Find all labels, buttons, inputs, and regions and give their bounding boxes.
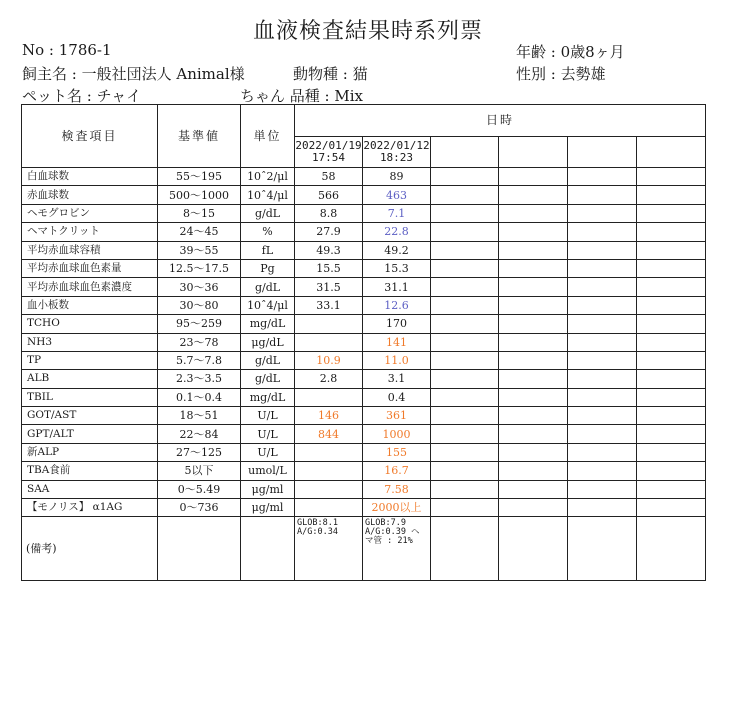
test-name: ヘマトクリット [22,223,158,241]
remarks-date-2: GLOB:7.9 A/G:0.39 ヘマ管 : 21% [363,517,431,581]
value-date-3 [431,296,499,314]
reference-range: 23〜78 [158,333,241,351]
header-item: 検査項目 [22,105,158,168]
reference-range: 55〜195 [158,168,241,186]
test-name: NH3 [22,333,158,351]
reference-range: 18〜51 [158,407,241,425]
remarks-date-6 [637,517,706,581]
table-row [22,204,706,222]
unit: U/L [241,425,295,443]
value-date-3 [431,499,499,517]
value-date-2: 1000 [363,425,431,443]
value-date-4 [499,168,568,186]
remarks-date-3 [431,517,499,581]
value-date-2: 7.58 [363,480,431,498]
value-date-1 [295,499,363,517]
reference-range: 500〜1000 [158,186,241,204]
unit: Pg [241,259,295,277]
value-date-6 [637,351,706,369]
value-date-2: 141 [363,333,431,351]
reference-range: 22〜84 [158,425,241,443]
value-date-4 [499,425,568,443]
unit: 10ˆ4/μl [241,296,295,314]
test-name: 【モノリス】 α1AG [22,499,158,517]
value-date-3 [431,241,499,259]
test-name: TBA食前 [22,462,158,480]
reference-range: 5.7〜7.8 [158,351,241,369]
value-date-5 [568,443,637,461]
table-row [22,499,706,517]
unit: μg/ml [241,480,295,498]
value-date-3 [431,315,499,333]
test-name: ヘモグロビン [22,204,158,222]
value-date-1: 566 [295,186,363,204]
table-row [22,425,706,443]
unit: U/L [241,443,295,461]
table-row [22,370,706,388]
value-date-4 [499,351,568,369]
results-table [21,104,706,581]
value-date-6 [637,370,706,388]
table-row [22,351,706,369]
test-name: TCHO [22,315,158,333]
test-name: TP [22,351,158,369]
table-row [22,407,706,425]
remarks-row [22,517,706,581]
test-name: 新ALP [22,443,158,461]
reference-range: 95〜259 [158,315,241,333]
date-header-6 [637,137,706,168]
value-date-3 [431,443,499,461]
test-name: 白血球数 [22,168,158,186]
value-date-6 [637,296,706,314]
sex: 性別 : 去勢雄 [516,65,606,83]
test-name: GPT/ALT [22,425,158,443]
value-date-5 [568,499,637,517]
value-date-2: 16.7 [363,462,431,480]
value-date-4 [499,186,568,204]
table-row [22,462,706,480]
value-date-1: 27.9 [295,223,363,241]
date-header-1 [295,137,363,168]
value-date-6 [637,186,706,204]
time-label: 17:54 [311,151,346,164]
test-name: ALB [22,370,158,388]
value-date-1: 146 [295,407,363,425]
value-date-1 [295,443,363,461]
owner-name: 飼主名 : 一般社団法人 Animal様 [22,65,245,83]
value-date-3 [431,204,499,222]
value-date-2: 3.1 [363,370,431,388]
value-date-2: 31.1 [363,278,431,296]
value-date-5 [568,315,637,333]
table-row [22,278,706,296]
unit: mg/dL [241,388,295,406]
value-date-6 [637,333,706,351]
value-date-2: 463 [363,186,431,204]
document-title: 血液検査結果時系列票 [252,19,483,44]
value-date-2: 361 [363,407,431,425]
value-date-4 [499,443,568,461]
remarks-unit [241,517,295,581]
value-date-1: 58 [295,168,363,186]
table-row [22,259,706,277]
value-date-3 [431,407,499,425]
value-date-2: 0.4 [363,388,431,406]
value-date-3 [431,259,499,277]
value-date-1 [295,333,363,351]
table-row [22,241,706,259]
value-date-2: 2000以上 [363,499,431,517]
species: 動物種 : 猫 [293,65,368,83]
value-date-6 [637,425,706,443]
remarks-label: (備考) [22,517,158,581]
unit: g/dL [241,278,295,296]
test-name: 血小板数 [22,296,158,314]
value-date-3 [431,223,499,241]
value-date-5 [568,168,637,186]
value-date-1: 2.8 [295,370,363,388]
value-date-2: 7.1 [363,204,431,222]
unit: fL [241,241,295,259]
test-name: 平均赤血球血色素濃度 [22,278,158,296]
value-date-5 [568,259,637,277]
test-name: 赤血球数 [22,186,158,204]
table-row [22,443,706,461]
value-date-2: 170 [363,315,431,333]
value-date-5 [568,223,637,241]
value-date-5 [568,278,637,296]
date-label: 2022/01/12 [363,139,430,152]
value-date-3 [431,333,499,351]
reference-range: 24〜45 [158,223,241,241]
value-date-3 [431,480,499,498]
unit: g/dL [241,204,295,222]
value-date-4 [499,223,568,241]
table-row [22,186,706,204]
value-date-5 [568,370,637,388]
unit: μg/ml [241,499,295,517]
remarks-date-1: GLOB:8.1 A/G:0.34 [295,517,363,581]
date-header-4 [499,137,568,168]
value-date-5 [568,241,637,259]
remarks-date-4 [499,517,568,581]
value-date-4 [499,333,568,351]
value-date-4 [499,462,568,480]
value-date-3 [431,278,499,296]
table-row [22,296,706,314]
test-name: SAA [22,480,158,498]
unit: mg/dL [241,315,295,333]
header-datetime: 日時 [295,105,706,137]
value-date-6 [637,259,706,277]
reference-range: 0〜736 [158,499,241,517]
value-date-3 [431,186,499,204]
value-date-1: 49.3 [295,241,363,259]
table-row [22,223,706,241]
value-date-3 [431,462,499,480]
header-unit: 単位 [241,105,295,168]
value-date-6 [637,315,706,333]
reference-range: 27〜125 [158,443,241,461]
record-number: No : 1786-1 [22,41,112,59]
value-date-6 [637,168,706,186]
table-row [22,480,706,498]
value-date-2: 22.8 [363,223,431,241]
table-row [22,333,706,351]
value-date-6 [637,499,706,517]
reference-range: 8〜15 [158,204,241,222]
value-date-5 [568,351,637,369]
value-date-5 [568,204,637,222]
reference-range: 2.3〜3.5 [158,370,241,388]
header-reference: 基準値 [158,105,241,168]
value-date-2: 89 [363,168,431,186]
unit: % [241,223,295,241]
value-date-4 [499,315,568,333]
value-date-1: 10.9 [295,351,363,369]
value-date-5 [568,462,637,480]
value-date-2: 15.3 [363,259,431,277]
remarks-reference [158,517,241,581]
value-date-3 [431,351,499,369]
value-date-1 [295,462,363,480]
value-date-6 [637,388,706,406]
value-date-5 [568,388,637,406]
value-date-5 [568,296,637,314]
reference-range: 0.1〜0.4 [158,388,241,406]
value-date-4 [499,204,568,222]
value-date-1: 8.8 [295,204,363,222]
reference-range: 5以下 [158,462,241,480]
value-date-2: 49.2 [363,241,431,259]
reference-range: 39〜55 [158,241,241,259]
value-date-4 [499,388,568,406]
pet-name: ペット名 : チャイ [22,87,142,105]
value-date-5 [568,425,637,443]
remarks-date-5 [568,517,637,581]
time-label: 18:23 [379,151,414,164]
value-date-1 [295,315,363,333]
unit: g/dL [241,370,295,388]
date-header-5 [568,137,637,168]
value-date-6 [637,480,706,498]
table-row [22,168,706,186]
value-date-3 [431,370,499,388]
unit: 10ˆ2/μl [241,168,295,186]
date-header-3 [431,137,499,168]
table-row [22,315,706,333]
value-date-3 [431,388,499,406]
value-date-4 [499,499,568,517]
value-date-4 [499,407,568,425]
value-date-6 [637,407,706,425]
unit: g/dL [241,351,295,369]
date-label: 2022/01/19 [295,139,362,152]
value-date-2: 155 [363,443,431,461]
reference-range: 12.5〜17.5 [158,259,241,277]
value-date-2: 11.0 [363,351,431,369]
value-date-4 [499,259,568,277]
reference-range: 30〜80 [158,296,241,314]
age: 年齢 : 0歳8ヶ月 [516,43,625,61]
value-date-4 [499,278,568,296]
value-date-4 [499,480,568,498]
unit: U/L [241,407,295,425]
value-date-1: 844 [295,425,363,443]
value-date-4 [499,296,568,314]
value-date-4 [499,241,568,259]
value-date-5 [568,186,637,204]
unit: 10ˆ4/μl [241,186,295,204]
value-date-6 [637,223,706,241]
value-date-1: 31.5 [295,278,363,296]
value-date-6 [637,204,706,222]
value-date-5 [568,480,637,498]
value-date-1 [295,388,363,406]
date-header-2 [363,137,431,168]
breed: ちゃん 品種 : Mix [240,87,363,105]
test-name: TBIL [22,388,158,406]
value-date-3 [431,168,499,186]
value-date-6 [637,443,706,461]
value-date-1: 33.1 [295,296,363,314]
value-date-6 [637,241,706,259]
test-name: GOT/AST [22,407,158,425]
unit: μg/dL [241,333,295,351]
value-date-6 [637,462,706,480]
test-name: 平均赤血球容積 [22,241,158,259]
value-date-3 [431,425,499,443]
test-name: 平均赤血球血色素量 [22,259,158,277]
value-date-6 [637,278,706,296]
reference-range: 0〜5.49 [158,480,241,498]
value-date-5 [568,407,637,425]
value-date-4 [499,370,568,388]
value-date-2: 12.6 [363,296,431,314]
unit: umol/L [241,462,295,480]
value-date-5 [568,333,637,351]
reference-range: 30〜36 [158,278,241,296]
table-row [22,388,706,406]
value-date-1: 15.5 [295,259,363,277]
value-date-1 [295,480,363,498]
